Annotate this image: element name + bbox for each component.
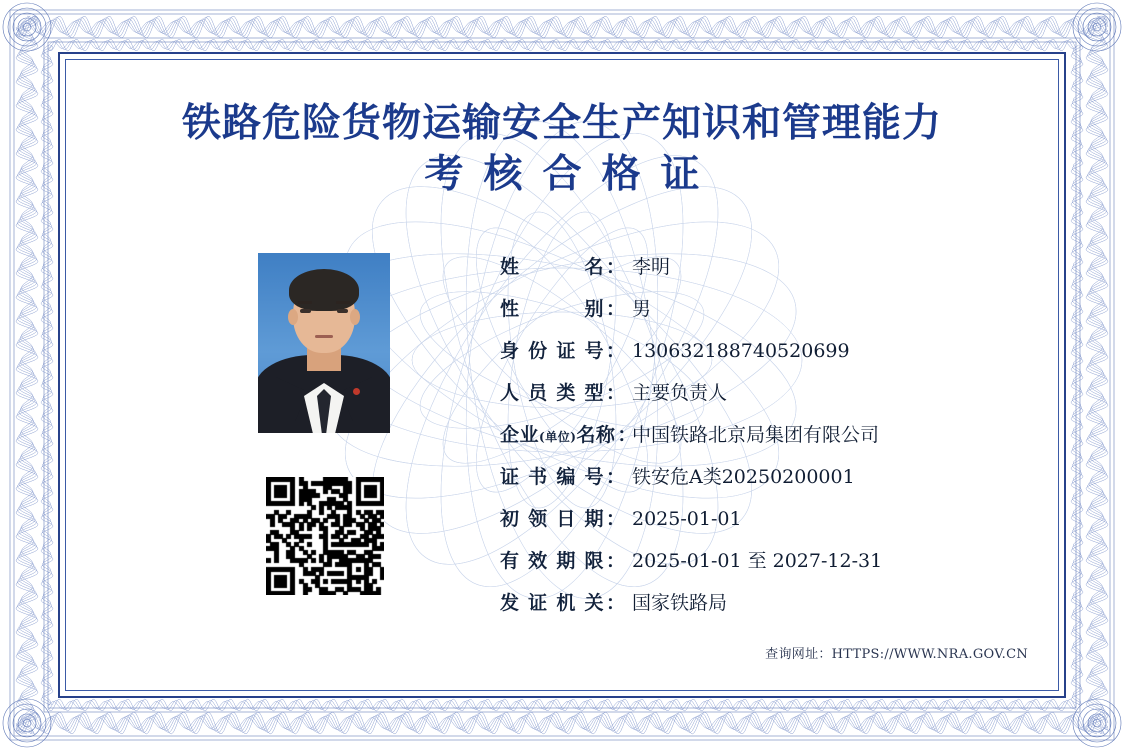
page-title [80, 100, 1044, 203]
photo-eye-right [337, 309, 348, 313]
field-value: 李明 [632, 256, 671, 278]
field-row [500, 420, 1060, 462]
field-label: 人员类型 ： [500, 382, 626, 404]
photo-brow-left [298, 301, 312, 304]
avatar [258, 253, 390, 433]
field-label: 性 别 ： [500, 298, 626, 320]
title-line-2: 考核合格证 [424, 151, 720, 198]
field-value: 铁安危A类20250200001 [632, 466, 855, 488]
field-label: 初领日期 ： [500, 508, 626, 530]
field-row [500, 336, 1060, 378]
photo-ear-right [350, 309, 360, 325]
field-row [500, 504, 1060, 546]
field-row [500, 588, 1060, 630]
field-row [500, 294, 1060, 336]
field-label: 发证机关 ： [500, 592, 626, 614]
qr-code-icon [266, 477, 384, 595]
photo-hair [289, 269, 359, 311]
certificate-fields [500, 252, 1060, 630]
title-line-1: 铁路危险货物运输安全生产知识和管理能力 [181, 100, 942, 146]
field-row [500, 378, 1060, 420]
field-value: 130632188740520699 [632, 340, 850, 362]
field-row [500, 462, 1060, 504]
photo-mouth [315, 335, 333, 338]
photo-ear-left [288, 309, 298, 325]
field-value: 男 [632, 298, 652, 320]
field-label: 企业(单位)名称 ： [500, 424, 637, 446]
field-value: 2025-01-01 至 2027-12-31 [632, 550, 883, 572]
field-value: 国家铁路局 [632, 592, 728, 614]
field-row [500, 252, 1060, 294]
query-url-note: 查询网址：HTTPS://WWW.NRA.GOV.CN [765, 647, 1028, 662]
field-label: 有效期限 ： [500, 550, 626, 572]
photo-lapel-pin [353, 388, 360, 395]
photo-eye-left [300, 309, 311, 313]
field-label: 姓 名 ： [500, 256, 626, 278]
field-value: 中国铁路北京局集团有限公司 [632, 424, 880, 446]
field-value: 2025-01-01 [632, 508, 742, 530]
field-value: 主要负责人 [632, 382, 728, 404]
field-label: 身份证号 ： [500, 340, 626, 362]
photo-brow-right [336, 301, 350, 304]
field-row [500, 546, 1060, 588]
field-label: 证书编号 ： [500, 466, 626, 488]
